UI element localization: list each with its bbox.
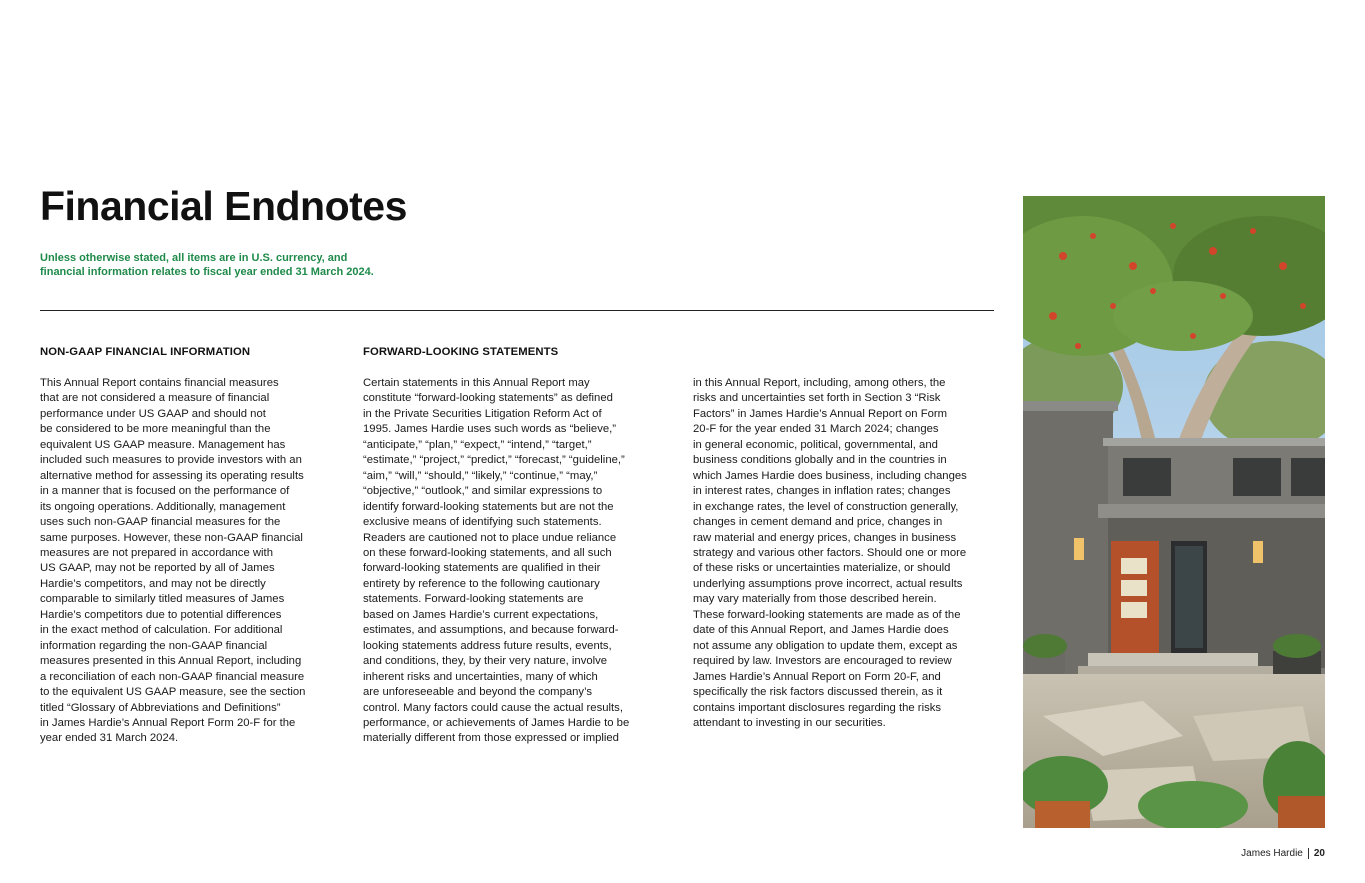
body-line: in interest rates, changes in inflation rates; changes [693, 485, 951, 498]
body-line: uses such non-GAAP financial measures for the [40, 516, 281, 529]
body-line: “anticipate,” “plan,” “expect,” “intend,” “target,” [363, 438, 592, 451]
body-line: “estimate,” “project,” “predict,” “forecast,” “guideline,” [363, 454, 625, 467]
body-line: raw material and energy prices, changes in business [693, 531, 957, 544]
body-line: This Annual Report contains financial measures [40, 377, 279, 389]
section-divider [40, 310, 994, 311]
body-line: which James Hardie does business, including changes [693, 469, 967, 482]
body-line: forward-looking statements are qualified in their [363, 562, 601, 575]
page-footer [1241, 848, 1325, 859]
body-line: underlying assumptions prove incorrect, actual results [693, 577, 963, 590]
body-line: changes in cement demand and price, changes in [693, 516, 943, 529]
body-line: entirety by reference to the following cautionary [363, 577, 600, 590]
body-line: be considered to be more meaningful than the [40, 423, 271, 436]
currency-note [40, 251, 460, 279]
footer-brand: James Hardie [1241, 848, 1303, 859]
currency-note-line: Unless otherwise stated, all items are in U.S. currency, and [40, 252, 348, 264]
body-line: a reconciliation of each non-GAAP financial measure [40, 670, 305, 683]
body-line: measures are not prepared in accordance with [40, 546, 273, 559]
body-line: US GAAP, may not be reported by all of James [40, 562, 275, 575]
footer-separator [1308, 848, 1309, 859]
page-title: Financial Endnotes [40, 183, 407, 229]
body-line: materially different from those expressed or implied [363, 732, 619, 745]
body-line: equivalent US GAAP measure. Management has [40, 438, 286, 451]
body-line: required by law. Investors are encouraged to review [693, 655, 952, 668]
body-line: measures presented in this Annual Report, including [40, 655, 302, 668]
body-line: 1995. James Hardie uses such words as “believe,” [363, 423, 617, 436]
body-line: risks and uncertainties set forth in Section 3 “Risk [693, 392, 941, 405]
body-line: are unforeseeable and beyond the company’s [363, 686, 593, 699]
body-line: in general economic, political, governmental, and [693, 438, 938, 451]
body-line: performance, or achievements of James Hardie to be [363, 716, 630, 729]
body-line: in exchange rates, the level of construction generally, [693, 500, 959, 513]
body-line: contains important disclosures regarding the risks [693, 701, 942, 714]
body-line: may vary materially from those described herein. [693, 593, 937, 606]
body-line: in a manner that is focused on the performance of [40, 485, 290, 498]
page-number: 20 [1313, 848, 1325, 859]
body-line: control. Many factors could cause the actual results, [363, 701, 623, 714]
body-line: included such measures to provide investors with an [40, 454, 302, 467]
body-line: inherent risks and uncertainties, many of which [363, 670, 598, 683]
body-line: and conditions, they, by their very nature, involve [363, 655, 608, 668]
non-gaap-body [40, 376, 340, 747]
body-line: to the equivalent US GAAP measure, see the section [40, 686, 306, 699]
body-line: Hardie’s competitors due to potential differences [40, 608, 282, 621]
body-line: in James Hardie’s Annual Report Form 20-F for the [40, 716, 296, 729]
body-line: year ended 31 March 2024. [40, 732, 179, 745]
body-line: specifically the risk factors discussed therein, as it [693, 686, 943, 699]
body-line: looking statements address future results, events, [363, 639, 612, 652]
body-line: constitute “forward-looking statements” as defined [363, 392, 613, 405]
house-entrance-photo [1023, 196, 1325, 828]
body-line: Readers are cautioned not to place undue reliance [363, 531, 617, 544]
body-line: performance under US GAAP and should not [40, 407, 266, 420]
body-line: based on James Hardie’s current expectations, [363, 608, 599, 621]
forward-looking-heading: FORWARD-LOOKING STATEMENTS [363, 346, 559, 358]
body-line: not assume any obligation to update them, except as [693, 639, 958, 652]
body-line: titled “Glossary of Abbreviations and Definitions” [40, 701, 281, 714]
body-line: in the Private Securities Litigation Reform Act of [363, 407, 602, 420]
body-line: “objective,” “outlook,” and similar expressions to [363, 485, 603, 498]
body-line: James Hardie’s Annual Report on Form 20-F, and [693, 670, 941, 683]
body-line: attendant to investing in our securities. [693, 716, 886, 729]
forward-looking-body-column-2 [693, 376, 998, 731]
non-gaap-heading: NON-GAAP FINANCIAL INFORMATION [40, 346, 251, 358]
forward-looking-body-column-1 [363, 376, 668, 747]
body-line: information regarding the non-GAAP financial [40, 639, 268, 652]
body-line: its ongoing operations. Additionally, management [40, 500, 286, 513]
body-line: in this Annual Report, including, among others, the [693, 377, 946, 389]
body-line: Hardie’s competitors, and may not be directly [40, 577, 266, 590]
currency-note-line: financial information relates to fiscal year ended 31 March 2024. [40, 266, 374, 278]
body-line: same purposes. However, these non-GAAP financial [40, 531, 303, 544]
body-line: Factors” in James Hardie’s Annual Report on Form [693, 407, 948, 420]
house-entrance-illustration [1023, 196, 1325, 828]
body-line: strategy and various other factors. Should one or more [693, 546, 967, 559]
body-line: business conditions globally and in the countries in [693, 454, 947, 467]
body-line: of these risks or uncertainties materialize, or should [693, 562, 951, 575]
body-line: estimates, and assumptions, and because forward- [363, 624, 619, 637]
body-line: These forward-looking statements are made as of the [693, 608, 961, 621]
body-line: that are not considered a measure of financial [40, 392, 270, 405]
body-line: alternative method for assessing its operating results [40, 469, 304, 482]
body-line: exclusive means of identifying such statements. [363, 516, 602, 529]
body-line: 20-F for the year ended 31 March 2024; changes [693, 423, 939, 436]
body-line: comparable to similarly titled measures of James [40, 593, 285, 606]
body-line: identify forward-looking statements but are not the [363, 500, 614, 513]
body-line: Certain statements in this Annual Report may [363, 377, 590, 389]
body-line: in the exact method of calculation. For additional [40, 624, 283, 637]
body-line: “aim,” “will,” “should,” “likely,” “continue,” “may,” [363, 469, 598, 482]
body-line: on these forward-looking statements, and all such [363, 546, 612, 559]
body-line: statements. Forward-looking statements are [363, 593, 584, 606]
body-line: date of this Annual Report, and James Hardie does [693, 624, 949, 637]
